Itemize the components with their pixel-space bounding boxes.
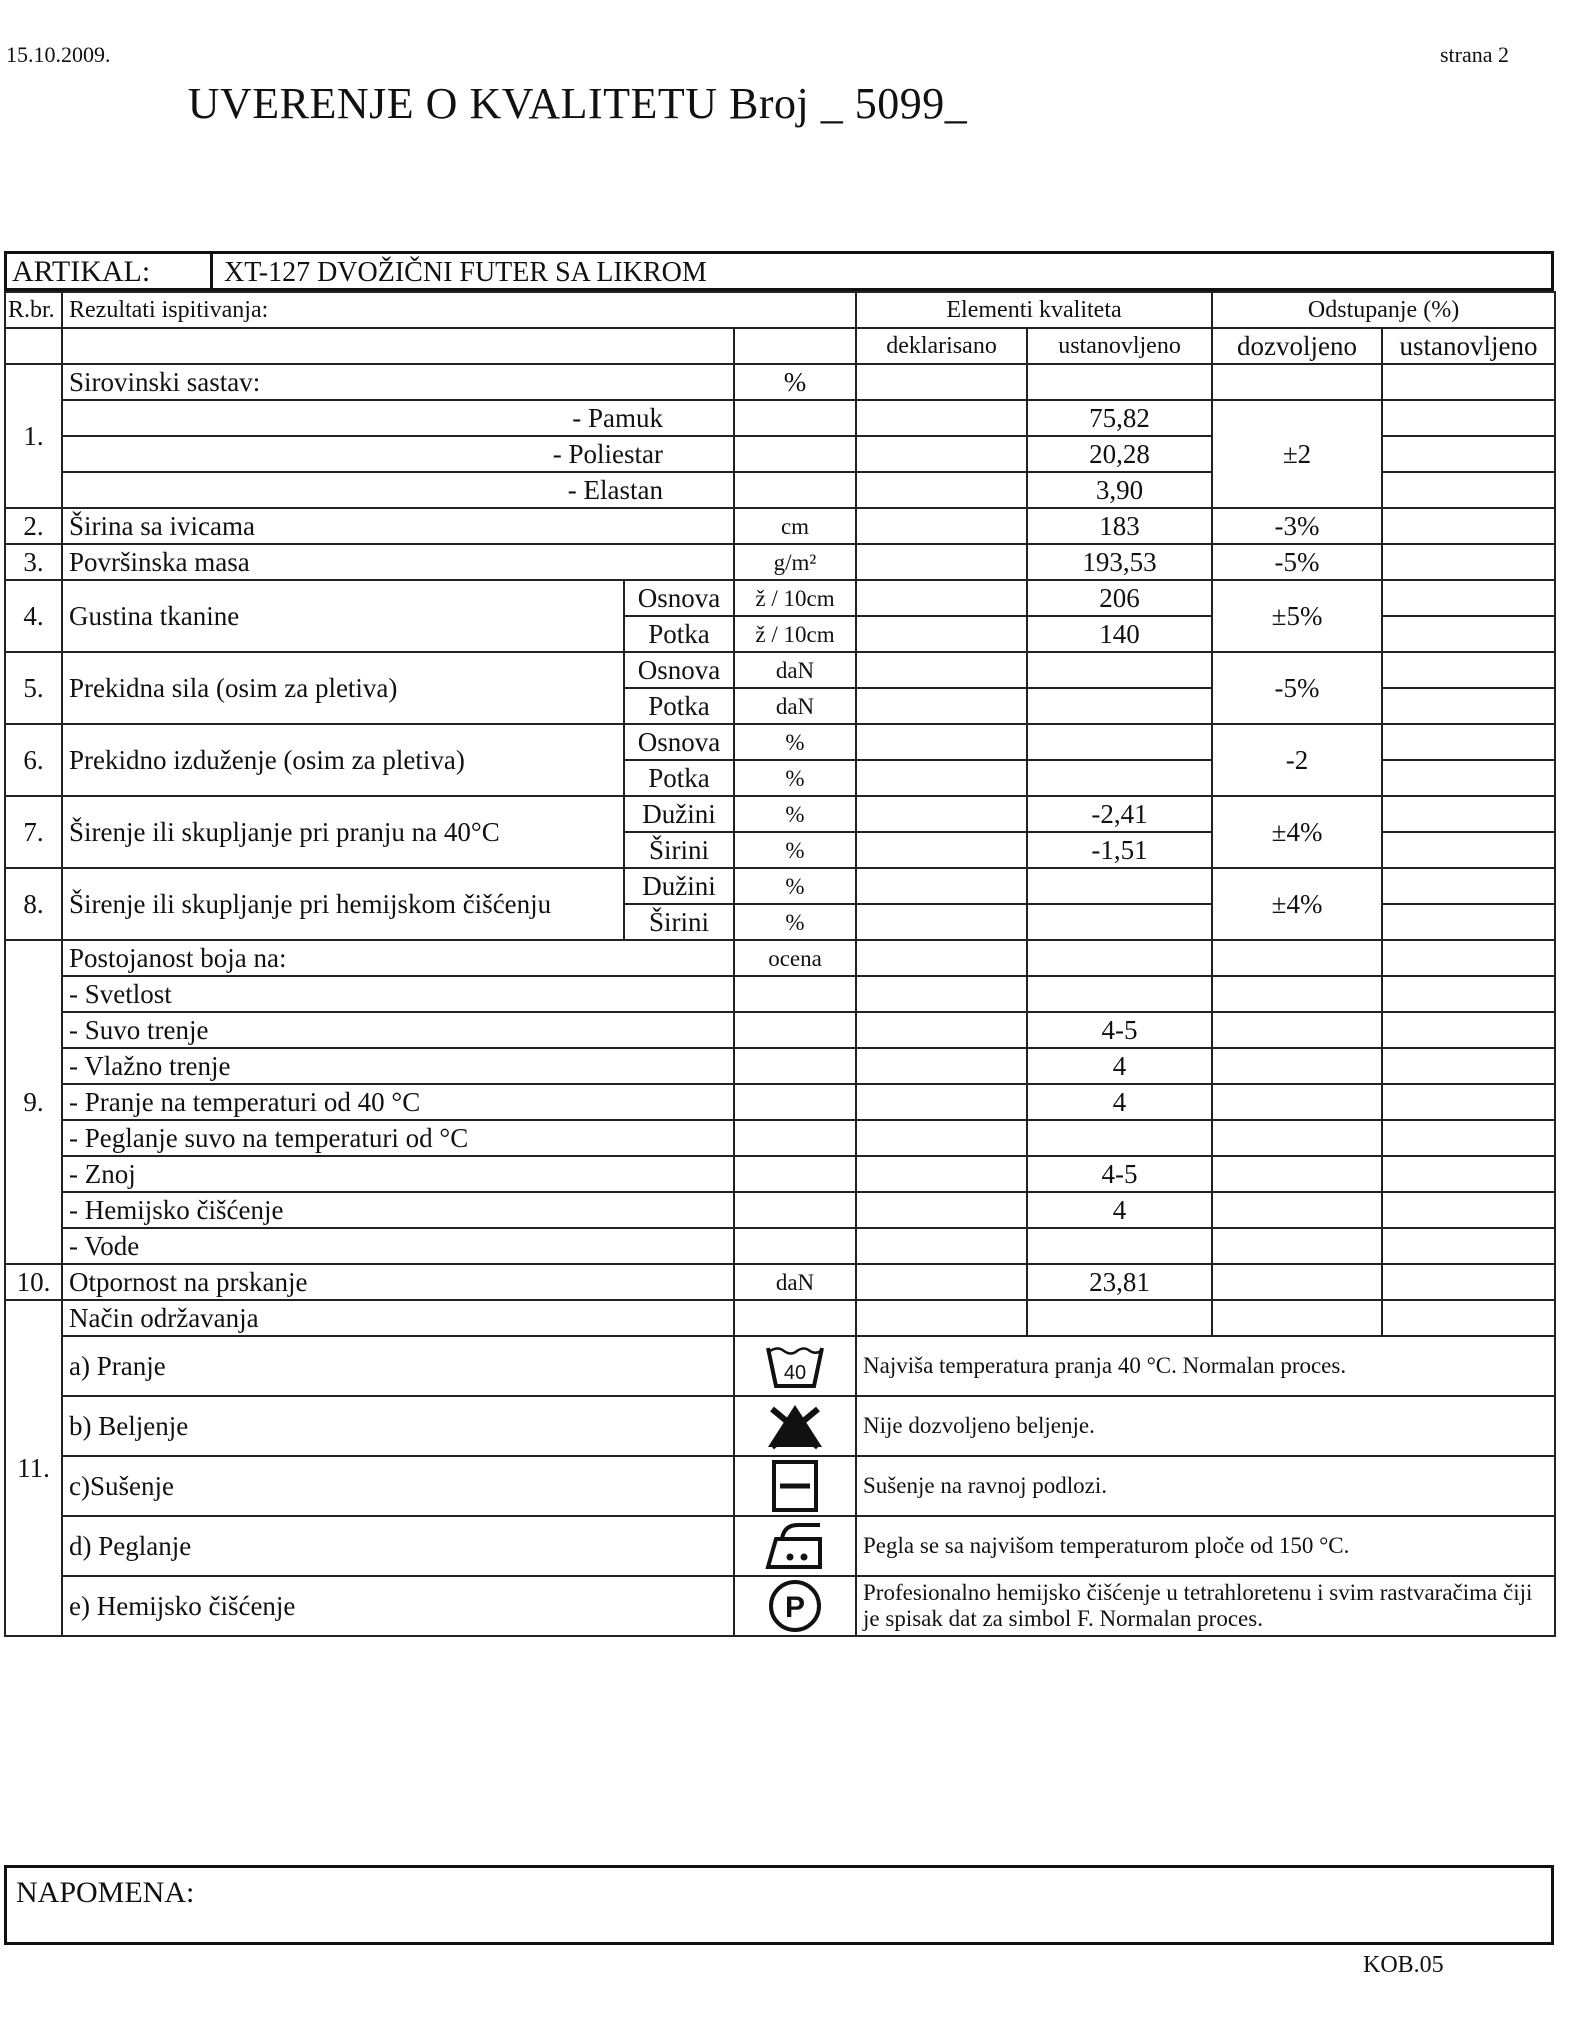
row-value: 75,82 — [1027, 400, 1212, 436]
row-sublabel: - Vode — [62, 1228, 734, 1264]
empty-cell — [1212, 1012, 1382, 1048]
empty-cell — [1027, 760, 1212, 796]
empty-cell — [1382, 616, 1555, 652]
table-row — [5, 796, 1555, 832]
row-sublabel: - Poliestar — [62, 436, 734, 472]
care-description: Najviša temperatura pranja 40 °C. Normalan proces. — [856, 1336, 1555, 1396]
napomena-label: NAPOMENA: — [16, 1876, 195, 1909]
empty-cell — [1382, 1048, 1555, 1084]
care-description: Pegla se sa najvišom temperaturom ploče od 150 °C. — [856, 1516, 1555, 1576]
row-value: 20,28 — [1027, 436, 1212, 472]
empty-cell — [856, 1300, 1027, 1336]
row-sublabel: - Peglanje suvo na temperaturi od °C — [62, 1120, 734, 1156]
empty-cell — [1027, 868, 1212, 904]
table-row — [5, 544, 1555, 580]
row-unit: % — [734, 904, 856, 940]
row-label: Prekidna sila (osim za pletiva) — [62, 652, 624, 724]
empty-cell — [1027, 904, 1212, 940]
row-sublabel: - Svetlost — [62, 976, 734, 1012]
row-tolerance: -5% — [1212, 544, 1382, 580]
empty-cell — [1382, 1156, 1555, 1192]
row-sublabel: Širini — [624, 904, 734, 940]
care-description: Sušenje na ravnoj podlozi. — [856, 1456, 1555, 1516]
care-label: e) Hemijsko čišćenje — [62, 1576, 734, 1636]
row-value — [1027, 1120, 1212, 1156]
empty-cell — [856, 760, 1027, 796]
row-value: 193,53 — [1027, 544, 1212, 580]
empty-cell — [856, 1228, 1027, 1264]
empty-cell — [856, 400, 1027, 436]
row-label: Otpornost na prskanje — [62, 1264, 734, 1300]
row-label: Gustina tkanine — [62, 580, 624, 652]
empty-cell — [1027, 364, 1212, 400]
row-value: 4-5 — [1027, 1156, 1212, 1192]
empty-cell — [1382, 1012, 1555, 1048]
empty-cell — [734, 1084, 856, 1120]
row-number: 11. — [5, 1300, 62, 1636]
table-row — [5, 868, 1555, 904]
empty-cell — [1382, 1192, 1555, 1228]
empty-cell — [734, 400, 856, 436]
empty-cell — [1212, 1120, 1382, 1156]
empty-cell — [1382, 472, 1555, 508]
empty-cell — [856, 1192, 1027, 1228]
empty-cell — [1382, 364, 1555, 400]
row-number: 8. — [5, 868, 62, 940]
empty-cell — [856, 904, 1027, 940]
empty-cell — [734, 328, 856, 364]
empty-cell — [1382, 940, 1555, 976]
empty-cell — [1382, 904, 1555, 940]
row-label: Širina sa ivicama — [62, 508, 734, 544]
row-sublabel: Osnova — [624, 580, 734, 616]
no-bleach-icon — [734, 1396, 856, 1456]
row-unit: g/m² — [734, 544, 856, 580]
row-value — [1027, 1228, 1212, 1264]
row-value: 4 — [1027, 1084, 1212, 1120]
row-unit: % — [734, 364, 856, 400]
row-tolerance: -2 — [1212, 724, 1382, 796]
empty-cell — [856, 868, 1027, 904]
row-label: Širenje ili skupljanje pri pranju na 40°C — [62, 796, 624, 868]
row-sublabel: Potka — [624, 760, 734, 796]
artikal-value: XT-127 DVOŽIČNI FUTER SA LIKROM — [224, 257, 707, 288]
dry-clean-letter: P — [784, 1591, 806, 1624]
empty-cell — [856, 364, 1027, 400]
table-row — [5, 652, 1555, 688]
wash-40-icon-svg — [764, 1342, 826, 1390]
row-value — [1027, 976, 1212, 1012]
row-number: 5. — [5, 652, 62, 724]
row-value: 206 — [1027, 580, 1212, 616]
empty-cell — [1382, 1120, 1555, 1156]
row-value: 4 — [1027, 1192, 1212, 1228]
empty-cell — [1212, 1048, 1382, 1084]
row-value: -2,41 — [1027, 796, 1212, 832]
row-unit: ž / 10cm — [734, 616, 856, 652]
empty-cell — [1382, 436, 1555, 472]
row-value: -1,51 — [1027, 832, 1212, 868]
iron-medium-icon-svg — [762, 1519, 828, 1573]
napomena-box — [4, 1865, 1554, 1945]
row-sublabel: Dužini — [624, 796, 734, 832]
empty-cell — [1382, 688, 1555, 724]
row-unit: daN — [734, 1264, 856, 1300]
row-unit: % — [734, 760, 856, 796]
row-label: Širenje ili skupljanje pri hemijskom čišćenju — [62, 868, 624, 940]
empty-cell — [856, 1084, 1027, 1120]
empty-cell — [1382, 832, 1555, 868]
empty-cell — [734, 1228, 856, 1264]
empty-cell — [1212, 364, 1382, 400]
empty-cell — [1027, 940, 1212, 976]
empty-cell — [1382, 868, 1555, 904]
empty-cell — [1027, 652, 1212, 688]
empty-cell — [734, 1012, 856, 1048]
empty-cell — [856, 472, 1027, 508]
row-label: Postojanost boja na: — [62, 940, 734, 976]
row-number: 1. — [5, 364, 62, 508]
table-row — [5, 400, 1555, 436]
page-number: strana 2 — [1440, 42, 1510, 67]
header-rbr: R.br. — [5, 292, 62, 328]
empty-cell — [856, 616, 1027, 652]
row-sublabel: - Hemijsko čišćenje — [62, 1192, 734, 1228]
artikal-divider — [210, 253, 213, 289]
empty-cell — [1212, 1084, 1382, 1120]
table-header-row — [5, 292, 1555, 328]
table-row — [5, 1156, 1555, 1192]
table-row — [5, 1192, 1555, 1228]
row-unit: % — [734, 868, 856, 904]
empty-cell — [1382, 1084, 1555, 1120]
row-number: 4. — [5, 580, 62, 652]
row-sublabel: - Elastan — [62, 472, 734, 508]
table-row — [5, 1456, 1555, 1516]
table-row — [5, 1084, 1555, 1120]
empty-cell — [734, 1048, 856, 1084]
empty-cell — [62, 328, 734, 364]
empty-cell — [1027, 724, 1212, 760]
row-label: Površinska masa — [62, 544, 734, 580]
row-unit: daN — [734, 688, 856, 724]
empty-cell — [856, 1048, 1027, 1084]
empty-cell — [1382, 400, 1555, 436]
row-number: 10. — [5, 1264, 62, 1300]
row-tolerance: ±5% — [1212, 580, 1382, 652]
empty-cell — [1382, 1300, 1555, 1336]
iron-medium-icon — [734, 1516, 856, 1576]
empty-cell — [1212, 1264, 1382, 1300]
empty-cell — [856, 436, 1027, 472]
table-row — [5, 1576, 1555, 1636]
table-row — [5, 1396, 1555, 1456]
row-label: Način održavanja — [62, 1300, 734, 1336]
empty-cell — [856, 544, 1027, 580]
empty-cell — [1212, 1300, 1382, 1336]
empty-cell — [856, 652, 1027, 688]
empty-cell — [856, 688, 1027, 724]
empty-cell — [734, 472, 856, 508]
empty-cell — [1212, 976, 1382, 1012]
row-sublabel: - Pranje na temperaturi od 40 °C — [62, 1084, 734, 1120]
care-description: Nije dozvoljeno beljenje. — [856, 1396, 1555, 1456]
table-row — [5, 940, 1555, 976]
row-value: 4-5 — [1027, 1012, 1212, 1048]
empty-cell — [1212, 1192, 1382, 1228]
row-unit: ocena — [734, 940, 856, 976]
empty-cell — [1382, 580, 1555, 616]
row-unit: daN — [734, 652, 856, 688]
header-ustanovljeno-odstupanje: ustanovljeno — [1382, 328, 1555, 364]
table-row — [5, 1012, 1555, 1048]
empty-cell — [1212, 1156, 1382, 1192]
flat-dry-icon — [734, 1456, 856, 1516]
document-title: UVERENJE O KVALITETU Broj _ 5099_ — [187, 79, 968, 128]
empty-cell — [1212, 940, 1382, 976]
row-label: Prekidno izduženje (osim za pletiva) — [62, 724, 624, 796]
row-sublabel: Dužini — [624, 868, 734, 904]
row-tolerance: ±4% — [1212, 868, 1382, 940]
care-label: a) Pranje — [62, 1336, 734, 1396]
row-tolerance: -5% — [1212, 652, 1382, 724]
empty-cell — [856, 580, 1027, 616]
empty-cell — [856, 940, 1027, 976]
row-sublabel: - Znoj — [62, 1156, 734, 1192]
empty-cell — [856, 1156, 1027, 1192]
empty-cell — [1212, 1228, 1382, 1264]
row-sublabel: Potka — [624, 688, 734, 724]
care-label: d) Peglanje — [62, 1516, 734, 1576]
empty-cell — [734, 1120, 856, 1156]
artikal-label: ARTIKAL: — [12, 255, 151, 288]
row-value: 4 — [1027, 1048, 1212, 1084]
table-row — [5, 1300, 1555, 1336]
table-subheader-row — [5, 328, 1555, 364]
row-sublabel: Potka — [624, 616, 734, 652]
care-label: c)Sušenje — [62, 1456, 734, 1516]
row-number: 6. — [5, 724, 62, 796]
table-row — [5, 1516, 1555, 1576]
empty-cell — [734, 1192, 856, 1228]
empty-cell — [1382, 508, 1555, 544]
table-row — [5, 976, 1555, 1012]
row-unit: % — [734, 724, 856, 760]
row-value: 23,81 — [1027, 1264, 1212, 1300]
care-description: Profesionalno hemijsko čišćenje u tetrahloretenu i svim rastvaračima čiji je spisak dat za simbol F. Normalan proces. — [856, 1576, 1555, 1636]
table-row — [5, 364, 1555, 400]
care-label: b) Beljenje — [62, 1396, 734, 1456]
empty-cell — [1382, 976, 1555, 1012]
empty-cell — [856, 796, 1027, 832]
empty-cell — [734, 1156, 856, 1192]
empty-cell — [1382, 724, 1555, 760]
row-tolerance: ±2 — [1212, 400, 1382, 508]
row-sublabel: - Vlažno trenje — [62, 1048, 734, 1084]
document-date: 15.10.2009. — [6, 42, 111, 67]
dry-clean-p-icon — [734, 1576, 856, 1636]
empty-cell — [856, 508, 1027, 544]
header-ustanovljeno: ustanovljeno — [1027, 328, 1212, 364]
empty-cell — [856, 1264, 1027, 1300]
empty-cell — [856, 1120, 1027, 1156]
table-row — [5, 508, 1555, 544]
empty-cell — [856, 976, 1027, 1012]
dry-clean-p-icon-svg — [764, 1578, 826, 1634]
row-value: 140 — [1027, 616, 1212, 652]
header-rezultati: Rezultati ispitivanja: — [62, 292, 856, 328]
flat-dry-icon-svg — [764, 1459, 826, 1513]
empty-cell — [1027, 688, 1212, 724]
empty-cell — [1382, 652, 1555, 688]
row-sublabel: Osnova — [624, 652, 734, 688]
empty-cell — [856, 724, 1027, 760]
header-odstupanje: Odstupanje (%) — [1212, 292, 1555, 328]
table-row — [5, 580, 1555, 616]
empty-cell — [1382, 544, 1555, 580]
empty-cell — [856, 832, 1027, 868]
header-dozvoljeno: dozvoljeno — [1212, 328, 1382, 364]
table-row — [5, 1336, 1555, 1396]
row-unit: ž / 10cm — [734, 580, 856, 616]
table-row — [5, 1048, 1555, 1084]
row-value: 3,90 — [1027, 472, 1212, 508]
no-bleach-icon-svg — [764, 1401, 826, 1451]
wash-temperature: 40 — [783, 1362, 807, 1384]
empty-cell — [1382, 1228, 1555, 1264]
quality-table — [4, 291, 1556, 1637]
empty-cell — [1382, 796, 1555, 832]
row-label: Sirovinski sastav: — [62, 364, 734, 400]
row-unit: % — [734, 796, 856, 832]
empty-cell — [1382, 1264, 1555, 1300]
row-number: 9. — [5, 940, 62, 1264]
empty-cell — [734, 1300, 856, 1336]
empty-cell — [734, 976, 856, 1012]
row-value: 183 — [1027, 508, 1212, 544]
header-deklarisano: deklarisano — [856, 328, 1027, 364]
row-tolerance: -3% — [1212, 508, 1382, 544]
empty-cell — [734, 436, 856, 472]
row-number: 2. — [5, 508, 62, 544]
row-unit: cm — [734, 508, 856, 544]
row-number: 3. — [5, 544, 62, 580]
table-row — [5, 1120, 1555, 1156]
table-row — [5, 724, 1555, 760]
row-tolerance: ±4% — [1212, 796, 1382, 868]
table-row — [5, 1228, 1555, 1264]
table-row — [5, 1264, 1555, 1300]
row-sublabel: - Pamuk — [62, 400, 734, 436]
row-sublabel: Osnova — [624, 724, 734, 760]
header-elementi: Elementi kvaliteta — [856, 292, 1212, 328]
row-number: 7. — [5, 796, 62, 868]
empty-cell — [856, 1012, 1027, 1048]
empty-cell — [1382, 760, 1555, 796]
row-sublabel: - Suvo trenje — [62, 1012, 734, 1048]
row-unit: % — [734, 832, 856, 868]
empty-cell — [1027, 1300, 1212, 1336]
empty-cell — [5, 328, 62, 364]
row-sublabel: Širini — [624, 832, 734, 868]
form-code: KOB.05 — [1363, 1952, 1444, 1978]
wash-40-icon — [734, 1336, 856, 1396]
